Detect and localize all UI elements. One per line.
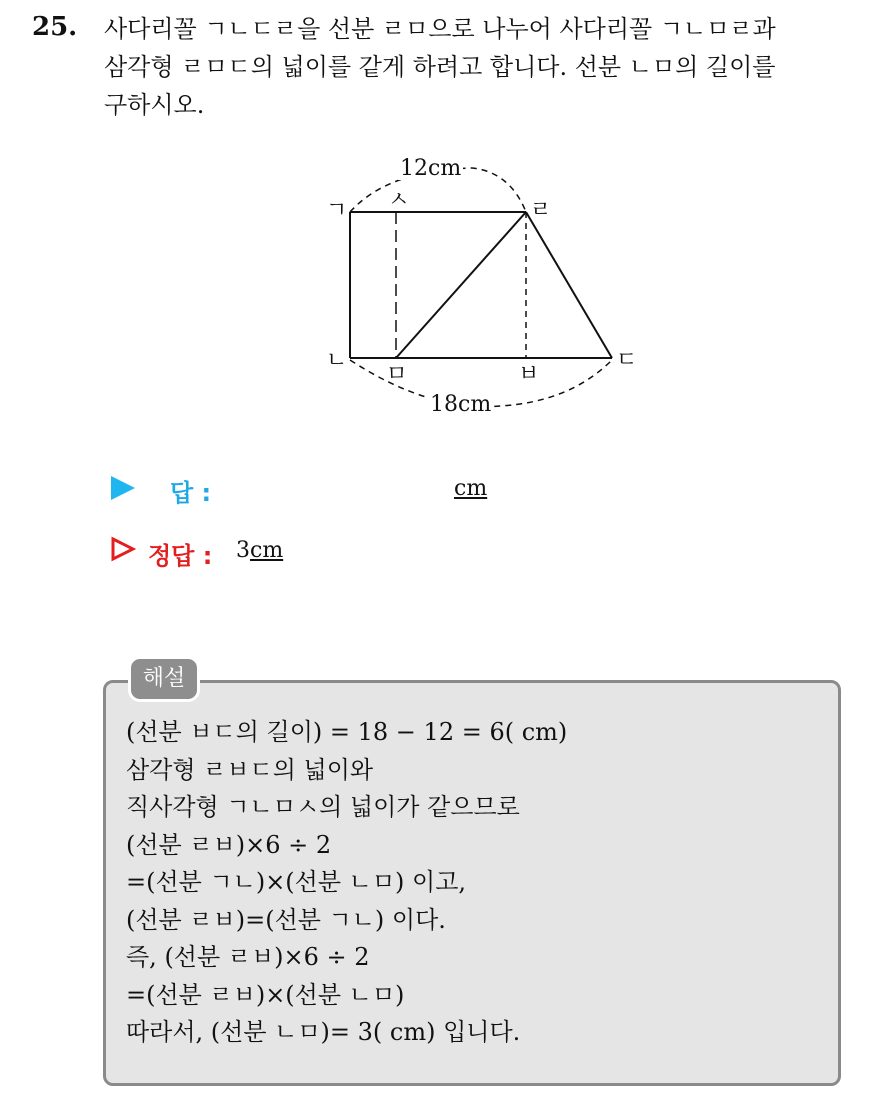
solution-line: 삼각형 ㄹㅂㄷ의 넓이와 bbox=[126, 755, 374, 784]
question-number: 25. bbox=[32, 12, 78, 42]
correct-number: 3 bbox=[236, 538, 250, 563]
answer-label: 답 : bbox=[170, 479, 212, 507]
solution-line: (선분 ㄹㅂ)×6 ÷ 2 bbox=[126, 830, 332, 859]
correct-label: 정답 : bbox=[148, 542, 213, 570]
answer-unit: cm bbox=[454, 476, 488, 501]
trapezoid-figure bbox=[300, 150, 660, 430]
vertex-g-label: ㄱ bbox=[326, 198, 348, 223]
correct-value bbox=[236, 538, 283, 563]
solution-tab: 해설 bbox=[128, 656, 200, 702]
vertex-r-label: ㄹ bbox=[530, 198, 552, 223]
top-length-label: 12cm bbox=[400, 156, 462, 181]
correct-unit: cm bbox=[250, 538, 284, 563]
question-text bbox=[104, 10, 864, 124]
solution-line: 직사각형 ㄱㄴㅁㅅ의 넓이가 같으므로 bbox=[126, 793, 520, 821]
segment-rm bbox=[396, 212, 526, 358]
solution-text bbox=[126, 714, 567, 1052]
solution-line: =(선분 ㄱㄴ)×(선분 ㄴㅁ) 이고, bbox=[126, 868, 467, 896]
vertex-s-label: ㅅ bbox=[388, 188, 410, 213]
bottom-length-label: 18cm bbox=[430, 392, 492, 417]
trapezoid-diagram bbox=[300, 150, 660, 430]
vertex-n-label: ㄴ bbox=[326, 348, 348, 373]
solution-line: =(선분 ㄹㅂ)×(선분 ㄴㅁ) bbox=[126, 980, 405, 1009]
question-line: 삼각형 ㄹㅁㄷ의 넓이를 같게 하려고 합니다. 선분 ㄴㅁ의 길이를 bbox=[104, 53, 776, 81]
vertex-b-label: ㅂ bbox=[518, 362, 540, 387]
solution-line: 따라서, (선분 ㄴㅁ)= 3( cm) 입니다. bbox=[126, 1018, 521, 1046]
answer-arrow-icon bbox=[111, 476, 135, 500]
solution-line: (선분 ㄹㅂ)=(선분 ㄱㄴ) 이다. bbox=[126, 905, 446, 934]
question-line: 구하시오. bbox=[104, 91, 205, 119]
solution-line: 즉, (선분 ㄹㅂ)×6 ÷ 2 bbox=[126, 943, 370, 971]
correct-arrow-icon bbox=[110, 536, 136, 562]
question-line: 사다리꼴 ㄱㄴㄷㄹ을 선분 ㄹㅁ으로 나누어 사다리꼴 ㄱㄴㅁㄹ과 bbox=[104, 15, 776, 43]
solution-line: (선분 ㅂㄷ의 길이) = 18 − 12 = 6( cm) bbox=[126, 718, 568, 746]
vertex-m-label: ㅁ bbox=[386, 362, 408, 387]
edge-right bbox=[526, 212, 612, 358]
vertex-d-label: ㄷ bbox=[616, 348, 638, 373]
